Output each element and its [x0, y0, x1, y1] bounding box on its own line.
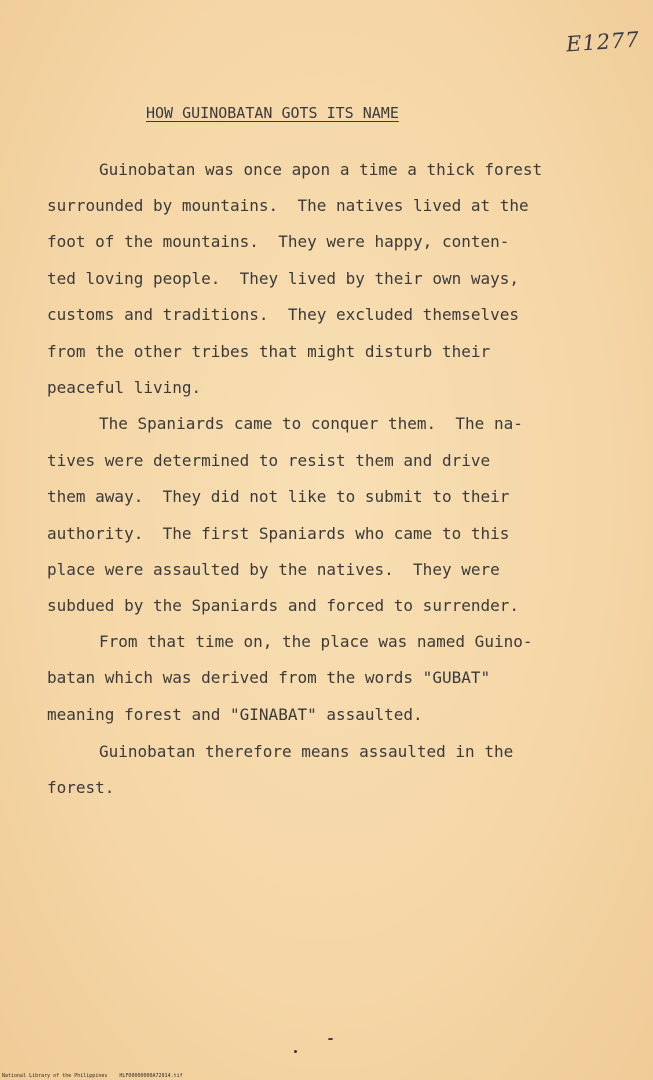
body-line: ted loving people. They lived by their own ways,: [47, 269, 520, 288]
body-line: authority. The first Spaniards who came to this: [47, 524, 510, 543]
ink-mark: [294, 1050, 297, 1053]
body-line: Guinobatan therefore means assaulted in the: [99, 742, 514, 761]
body-line: place were assaulted by the natives. They were: [47, 560, 500, 579]
body-line: peaceful living.: [47, 378, 202, 397]
body-line: The Spaniards came to conquer them. The na-: [99, 414, 523, 433]
body-line: subdued by the Spaniards and forced to surrender.: [47, 596, 520, 615]
scan-footer: National Library of the Philippines HLF00000000A72014.tif: [2, 1073, 183, 1079]
archive-number: E1277: [565, 27, 641, 57]
body-line: batan which was derived from the words "GUBAT": [47, 668, 491, 687]
ink-mark: [328, 1038, 333, 1040]
body-line: tives were determined to resist them and drive: [47, 451, 491, 470]
body-line: meaning forest and "GINABAT" assaulted.: [47, 705, 423, 724]
body-line: from the other tribes that might disturb their: [47, 342, 491, 361]
body-line: foot of the mountains. They were happy, conten-: [47, 232, 510, 251]
body-line: customs and traditions. They excluded themselves: [47, 305, 520, 324]
body-line: surrounded by mountains. The natives lived at the: [47, 196, 529, 215]
body-line: Guinobatan was once apon a time a thick forest: [99, 160, 543, 179]
body-line: them away. They did not like to submit to their: [47, 487, 510, 506]
document-title: HOW GUINOBATAN GOTS ITS NAME: [146, 104, 399, 122]
body-line: forest.: [47, 778, 115, 797]
body-line: From that time on, the place was named Guino-: [99, 632, 533, 651]
